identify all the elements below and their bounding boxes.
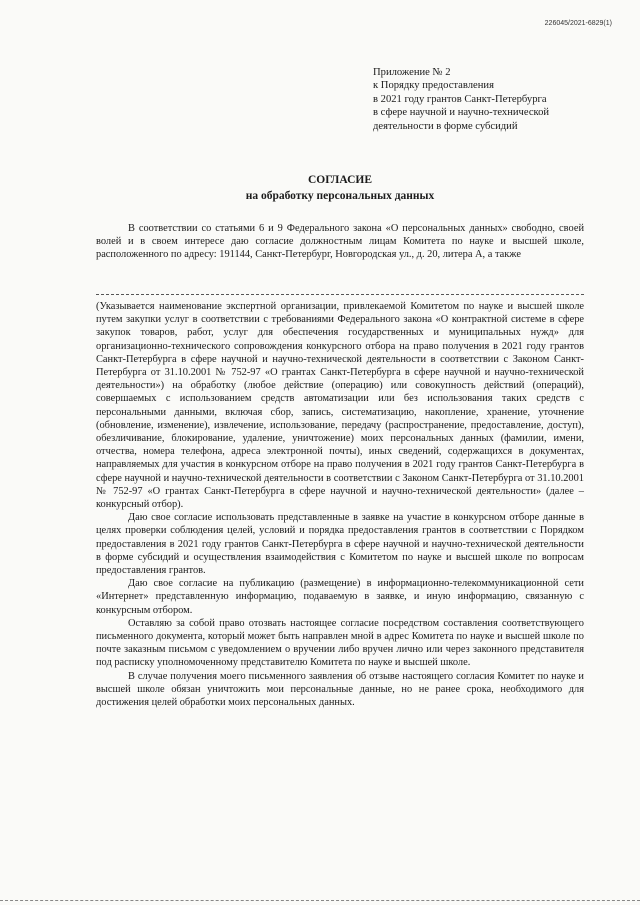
consent-publication-paragraph: Даю свое согласие на публикацию (размещение) в информационно-телекоммуникационной сети «Интернет» представленную информацию, подаваемую в заявке, и иную информацию, связанную с конкурсным отбором. — [96, 578, 584, 616]
annex-line: к Порядку предоставления — [373, 80, 494, 92]
intro-paragraph — [96, 222, 584, 262]
annex-line: Приложение № 2 — [373, 67, 451, 78]
consent-body — [96, 300, 584, 709]
annex-header — [373, 66, 623, 133]
consent-use-paragraph: Даю свое согласие использовать представленные в заявке на участие в конкурсном отборе данные в целях проверки соблюдения целей, условий и порядка предоставления грантов в соответствии с Порядком предоставления в 2021 году грантов Санкт-Петербурга в сфере научной и научно-технической деятельности в форме субсидий и осуществления взаимодействия с Комитетом по науке и высшей школе по вопросам предоставления грантов. — [96, 512, 584, 577]
annex-line: в сфере научной и научно-технической — [373, 107, 550, 119]
fill-in-line — [96, 294, 584, 295]
intro-text: В соответствии со статьями 6 и 9 Федерального закона «О персональных данных» свободно, своей волей и в своем интересе даю согласие должностным лицам Комитета по науке и высшей школе, расположенного по адресу: 191144, Санкт-Петербург, Новгородская ул., д. 20, литера А, а также — [96, 223, 584, 261]
data-destruction-paragraph: В случае получения моего письменного заявления об отзыве настоящего согласия Комитет по науке и высшей школе обязан уничтожить мои персональные данные, но не ранее срока, необходимого для достижения целей обработки моих персональных данных. — [96, 670, 584, 709]
document-title — [0, 172, 640, 204]
annex-line: в 2021 году грантов Санкт-Петербурга — [373, 93, 547, 105]
organization-description-paragraph: (Указывается наименование экспертной организации, привлекаемой Комитетом по науке и высшей школе путем закупки услуг в соответствии с требованиями Федерального закона «О контрактной системе в сфере закупок товаров, работ, услуг для обеспечения государственных и муниципальных нужд» для организационно-технического сопровождения конкурсного отбора на право получения в 2021 году грантов Санкт-Петербурга в сфере научной и научно-технической деятельности в соответствии с Законом Санкт-Петербурга от 31.10.2001 № 752-97 «О грантах Санкт-Петербурга в сфере научной и научно-технической деятельности») на обработку (любое действие (операцию) или совокупность действий (операций), совершаемых с использованием средств автоматизации или без использования таких средств с персональными данными, включая сбор, запись, систематизацию, накопление, хранение, уточнение (обновление, изменение), извлечение, использование, передачу (распространение, предоставление, доступ), обезличивание, блокирование, удаление, уничтожение) моих персональных данных (фамилии, имени, отчества, номера телефона, адреса электронной почты), иных сведений, содержащихся в документах, направляемых для участия в конкурсном отборе на право получения в 2021 году грантов Санкт-Петербурга в сфере научной и научно-технической деятельности в соответствии с Законом Санкт-Петербурга от 31.10.2001 № 752-97 «О грантах Санкт-Петербурга в сфере научной и научно-технической деятельности» (далее – конкурсный отбор). — [96, 301, 584, 511]
title-subtitle: на обработку персональных данных — [245, 190, 435, 202]
revocation-right-paragraph: Оставляю за собой право отозвать настоящее согласие посредством составления соответствующего письменного документа, который может быть направлен мной в адрес Комитета по науке и высшей школе по почте заказным письмом с уведомлением о вручении либо вручен лично или через законного представителя под расписку уполномоченному представителю Комитета по науке и высшей школе. — [96, 617, 584, 669]
scan-bottom-edge — [0, 900, 640, 901]
annex-line: деятельности в форме субсидий — [373, 120, 518, 132]
document-registration-number: 226045/2021-6829(1) — [544, 20, 612, 27]
title-main: СОГЛАСИЕ — [307, 174, 373, 186]
